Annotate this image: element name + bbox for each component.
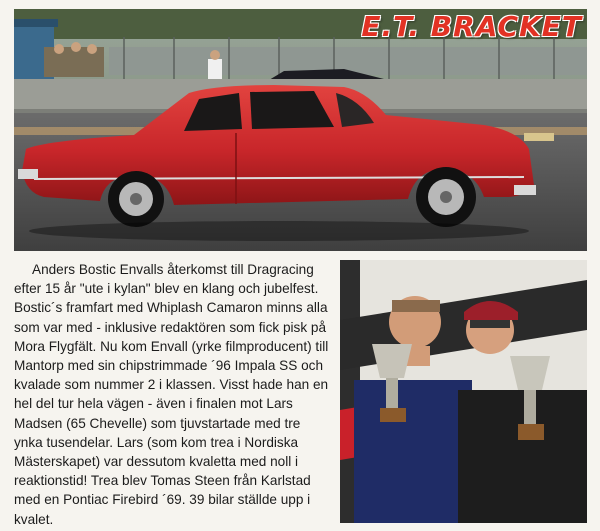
article-body-text: Anders Bostic Envalls återkomst till Dragracing efter 15 år "ute i kylan" blev en klang och jubelfest. Bostic´s framfart med Whiplash Camaron minns alla som var med - inklusive redaktören som fick pisk på Mora Flygfält. Nu kom Envall (yrke filmproducent) till Mantorp med sin chipstrimmade ´96 Impala SS och kvalade som nummer 2 i klassen. Visst hade han en hel del tur hela vägen - även i finalen mot Lars Madsen (65 Chevelle) som tjuvstartade med tre ynka tusendelar. Lars (som kom trea i Nordiska Mästerskapet) var dessutom kvaletta med noll i reaktionstid! Trea blev Tomas Steen från Karlstad med en Pontiac Firebird ´69. 39 bilar ställde upp i kvalet.: [14, 262, 329, 527]
winners-illustration: [340, 260, 587, 523]
race-car-illustration: [14, 9, 587, 251]
winners-photo: [340, 260, 587, 523]
race-car-photo: [14, 9, 587, 251]
article-headline: E.T. BRACKET: [361, 10, 582, 43]
